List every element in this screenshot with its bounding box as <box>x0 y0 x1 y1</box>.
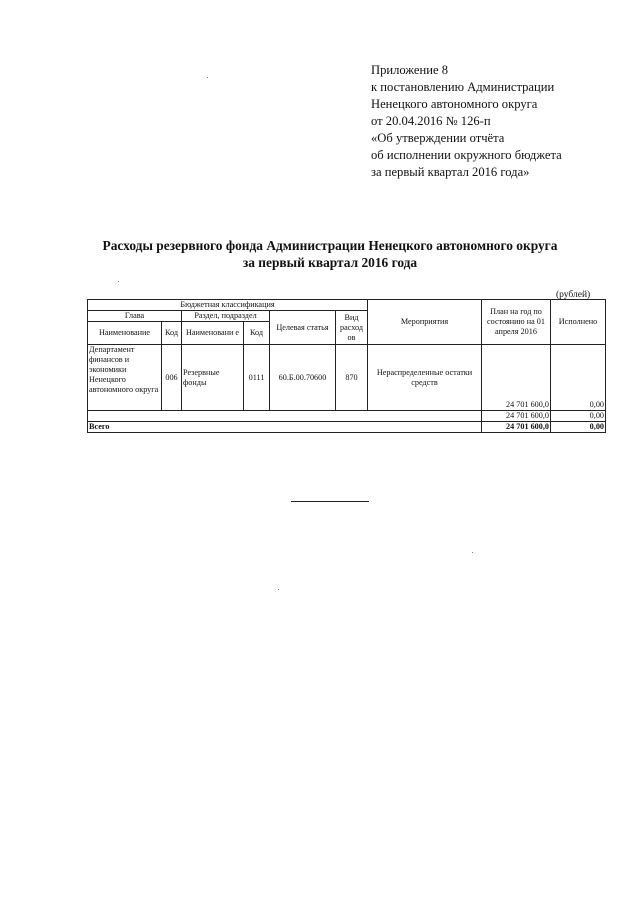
total-plan-cell: 24 701 600,0 <box>482 422 551 433</box>
appendix-header <box>371 62 631 181</box>
total-executed-cell: 0,00 <box>551 422 606 433</box>
section-code-header: Код <box>244 322 270 345</box>
row-section-name-cell: Резервные фонды <box>182 345 244 411</box>
appendix-line: Ненецкого автономного округа <box>371 97 538 111</box>
scan-speck <box>278 589 279 590</box>
section-header: Раздел, подраздел <box>182 311 270 322</box>
document-title <box>60 237 600 271</box>
budget-classification-header: Бюджетная классификация <box>88 300 368 311</box>
expenses-table <box>87 299 606 433</box>
target-article-header: Целевая статья <box>270 311 336 345</box>
row-name-cell: Департамент финансов и экономики Ненецкого автономного округа <box>88 345 162 411</box>
units-label: (рублей) <box>556 290 591 300</box>
row-expense-type-cell: 870 <box>336 345 368 411</box>
header-row-1 <box>88 300 606 311</box>
title-line-1: Расходы резервного фонда Администрации Ненецкого автономного округа <box>102 238 558 253</box>
expense-type-header: Вид расход ов <box>336 311 368 345</box>
subtotal-row <box>88 411 606 422</box>
appendix-line: Приложение 8 <box>371 63 449 77</box>
chapter-header: Глава <box>88 311 182 322</box>
name-header: Наименование <box>88 322 162 345</box>
appendix-line: к постановлению Администрации <box>371 80 555 94</box>
subtotal-executed-cell: 0,00 <box>551 411 606 422</box>
scan-speck <box>118 281 119 282</box>
appendix-line: «Об утверждении отчёта <box>371 131 505 145</box>
title-line-2: за первый квартал 2016 года <box>242 255 418 270</box>
row-plan-cell: 24 701 600,0 <box>482 345 551 411</box>
section-name-header: Наименовани е <box>182 322 244 345</box>
scan-speck <box>472 552 473 553</box>
subtotal-label-cell <box>88 411 482 422</box>
total-label-cell: Всего <box>88 422 482 433</box>
signature-divider <box>291 501 369 502</box>
appendix-line: от 20.04.2016 № 126-п <box>371 114 491 128</box>
appendix-line: за первый квартал 2016 года» <box>371 165 530 179</box>
row-section-code-cell: 0111 <box>244 345 270 411</box>
executed-header: Исполнено <box>551 300 606 345</box>
row-target-article-cell: 60.Б.00.70600 <box>270 345 336 411</box>
row-measure-cell: Нераспределенные остатки средств <box>368 345 482 411</box>
table-row <box>88 345 606 411</box>
plan-header: План на год по состоянию на 01 апреля 2016 <box>482 300 551 345</box>
row-code-cell: 006 <box>162 345 182 411</box>
code-header: Код <box>162 322 182 345</box>
measures-header: Мероприятия <box>368 300 482 345</box>
scan-speck <box>207 77 208 78</box>
appendix-line: об исполнении окружного бюджета <box>371 148 562 162</box>
row-executed-cell: 0,00 <box>551 345 606 411</box>
subtotal-plan-cell: 24 701 600,0 <box>482 411 551 422</box>
total-row <box>88 422 606 433</box>
